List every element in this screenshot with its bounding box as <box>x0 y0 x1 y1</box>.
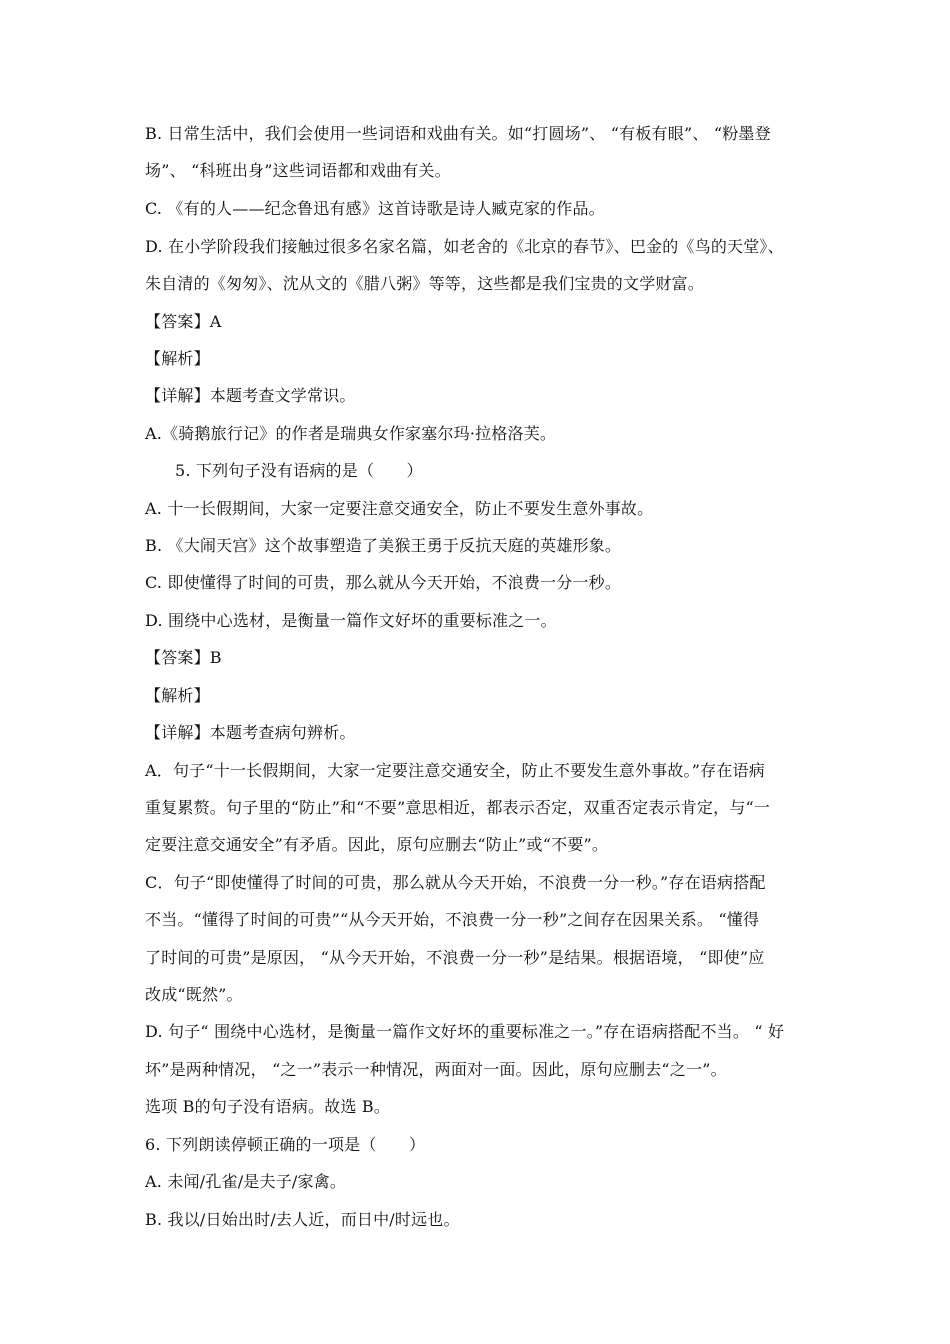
option-b-line-1: B. 日常生活中，我们会使用一些词语和戏曲有关。如“打圆场”、 “有板有眼”、 “粉墨登 <box>145 124 771 143</box>
q5-detail-a-line-2: 重复累赘。句子里的“防止”和“不要”意思相近，都表示否定，双重否定表示肯定，与“一 <box>145 798 771 817</box>
q5-detail-c-line-3: 了时间的可贵”是原因， “从今天开始，不浪费一分一秒”是结果。根据语境， “即使”应 <box>145 948 765 967</box>
explanation-line: A.《骑鹅旅行记》的作者是瑞典女作家塞尔玛·拉格洛芙。 <box>145 424 557 443</box>
q5-detail-a-line-1: A．句子“十一长假期间，大家一定要注意交通安全，防止不要发生意外事故。”存在语病 <box>145 761 765 780</box>
q5-detail-a-line-3: 定要注意交通安全”有矛盾。因此，原句应删去“防止”或“不要”。 <box>145 835 609 854</box>
q5-option-c: C. 即使懂得了时间的可贵，那么就从今天开始，不浪费一分一秒。 <box>145 573 622 592</box>
q5-detail-d-line-2: 坏”是两种情况， “之一”表示一种情况，两面对一面。因此，原句应删去“之一”。 <box>145 1060 727 1079</box>
analysis-label: 【解析】 <box>145 349 210 368</box>
q6-option-b: B. 我以/日始出时/去人近，而日中/时远也。 <box>145 1210 460 1229</box>
option-b-line-2: 场”、 “科班出身”这些词语都和戏曲有关。 <box>145 161 451 180</box>
q5-analysis-label: 【解析】 <box>145 686 210 705</box>
question-6-title: 6. 下列朗读停顿正确的一项是（ ） <box>145 1135 426 1154</box>
q6-option-a: A. 未闻/孔雀/是夫子/家禽。 <box>145 1172 347 1191</box>
q5-detail-c-line-1: C．句子“即使懂得了时间的可贵，那么就从今天开始，不浪费一分一秒。”存在语病搭配 <box>145 873 766 892</box>
q5-option-b: B. 《大闹天宫》这个故事塑造了美猴王勇于反抗天庭的英雄形象。 <box>145 536 622 555</box>
q5-detail-d-line-1: D. 句子“ 围绕中心选材，是衡量一篇作文好坏的重要标准之一。”存在语病搭配不当。 “ 好 <box>145 1022 785 1041</box>
q5-detail-c-line-4: 改成“既然”。 <box>145 985 243 1004</box>
question-5-title: 5. 下列句子没有语病的是（ ） <box>175 461 423 480</box>
answer-label: 【答案】A <box>145 312 222 331</box>
q5-detail-c-line-2: 不当。“懂得了时间的可贵”“从今天开始，不浪费一分一秒”之间存在因果关系。 “懂得 <box>145 910 760 929</box>
detail-label: 【详解】本题考查文学常识。 <box>145 386 356 405</box>
option-d-line-1: D. 在小学阶段我们接触过很多名家名篇，如老舍的《北京的春节》、巴金的《鸟的天堂》、 <box>145 237 784 256</box>
q5-conclusion: 选项 B的句子没有语病。故选 B。 <box>145 1097 391 1116</box>
option-d-line-2: 朱自清的《匆匆》、沈从文的《腊八粥》等等，这些都是我们宝贵的文学财富。 <box>145 274 705 293</box>
option-c-line: C. 《有的人——纪念鲁迅有感》这首诗歌是诗人臧克家的作品。 <box>145 199 605 218</box>
q5-option-d: D. 围绕中心选材，是衡量一篇作文好坏的重要标准之一。 <box>145 611 557 630</box>
q5-detail-label: 【详解】本题考查病句辨析。 <box>145 723 356 742</box>
q5-answer-label: 【答案】B <box>145 648 222 667</box>
q5-option-a: A. 十一长假期间，大家一定要注意交通安全，防止不要发生意外事故。 <box>145 499 654 518</box>
